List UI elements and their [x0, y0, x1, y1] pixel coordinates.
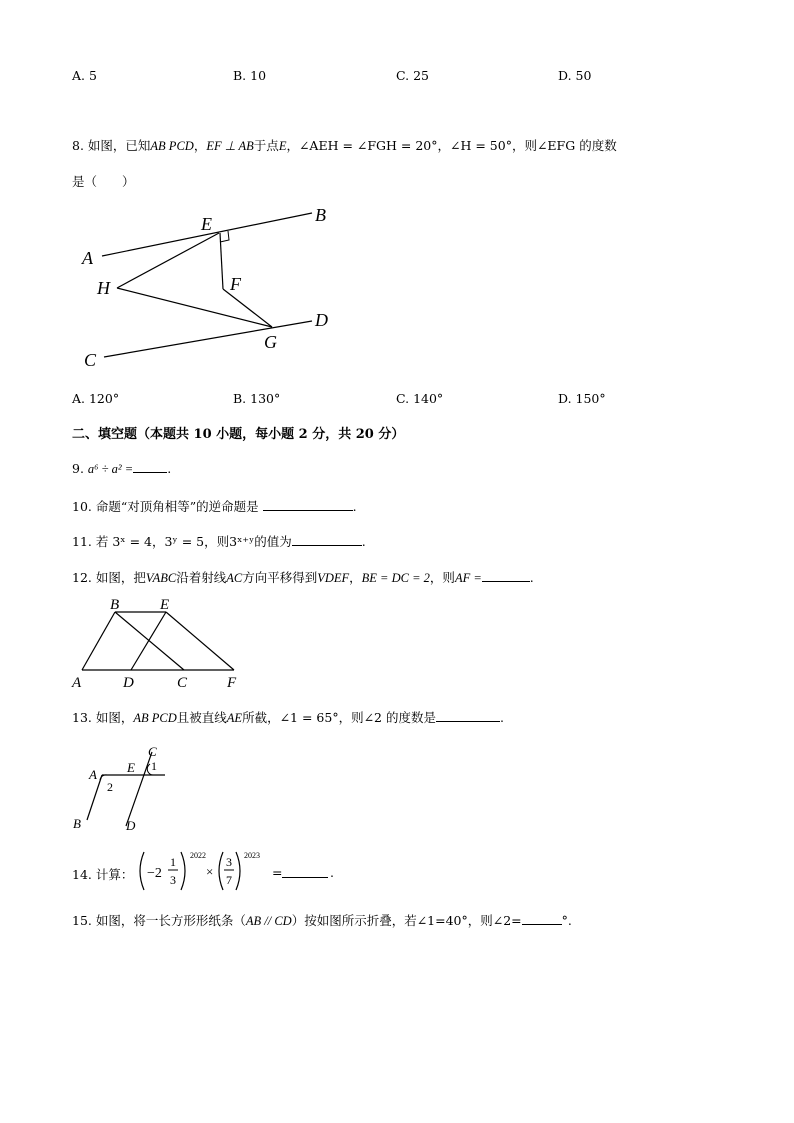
q13-text2: 且被直线 [176, 710, 227, 725]
q15-text1: 15. 如图，将一长方形形纸条（ [72, 913, 246, 928]
q14-end: . [330, 865, 334, 880]
q12-end: . [529, 570, 534, 585]
q12-label-a: A [72, 675, 82, 691]
q7-option-d: D. 50 [558, 68, 592, 83]
q14-text1: 14. 计算： [72, 867, 134, 882]
q12-seg-ab [82, 612, 115, 670]
q10-answer-blank[interactable] [263, 498, 353, 511]
q13-figure [70, 742, 180, 834]
q12-label-f: F [227, 675, 237, 691]
q15-text2: ）按如图所示折叠，若∠1=40°，则∠2= [291, 913, 522, 928]
q13-label-d: D [126, 818, 136, 833]
q14-eq: = [272, 865, 283, 880]
q8-option-b: B. 130° [233, 391, 281, 406]
q12-seg-de [131, 612, 166, 670]
q13-label-a: A [89, 767, 97, 782]
q8-seg-eh [117, 233, 219, 288]
q8-figure [72, 200, 342, 375]
q11-text1: 11. 若 [72, 534, 109, 549]
q14-lparen1 [140, 852, 144, 890]
q13-label-b: B [73, 816, 81, 831]
q11-eq1: 3ˣ = 4 [112, 534, 152, 549]
q11 [72, 532, 366, 550]
q11-sep: ， [151, 534, 165, 549]
q10-text: 10. 命题“对顶角相等”的逆命题是 [72, 499, 259, 514]
q14-minus: −2 [147, 866, 162, 881]
q10 [72, 497, 357, 515]
q8-option-d: D. 150° [558, 391, 606, 406]
q7-option-a: A. 5 [72, 68, 97, 83]
q13-label-e: E [127, 760, 135, 775]
q7-option-b: B. 10 [233, 68, 267, 83]
q11-eq2: 3ʸ = 5 [164, 534, 205, 549]
q14-den2: 7 [226, 873, 232, 887]
q12-label-c: C [177, 675, 188, 691]
q8-label-a: A [82, 248, 93, 268]
q12-tri1: VABC [145, 571, 177, 585]
q8-option-a: A. 120° [72, 391, 120, 406]
q12-sep: ， [349, 570, 362, 585]
q8-line-cd [104, 321, 312, 357]
q15-end: °. [561, 913, 572, 928]
q13-end: . [499, 710, 504, 725]
q7-option-c: C. 25 [396, 68, 429, 83]
q12-eq: BE = DC = 2 [361, 571, 430, 585]
q13-ae: AE [226, 711, 243, 725]
q9 [72, 460, 171, 477]
q13-text1: 13. 如图， [72, 710, 134, 725]
q8-text2: 于点 [253, 138, 279, 153]
q15 [72, 911, 572, 929]
q12-text3: 方向平移得到 [242, 570, 318, 585]
q8-text3: ，∠AEH = ∠FGH = 20°，∠H = 50°，则∠EFG 的度数 [286, 138, 617, 153]
q13-label-c: C [148, 744, 157, 759]
q14-expression [136, 848, 276, 894]
q12-tri2: VDEF [317, 571, 350, 585]
q11-end: . [361, 534, 366, 549]
q11-eq3: 3ˣ⁺ʸ [229, 534, 255, 549]
q8-point-e: E [278, 139, 287, 153]
q12-seg-ef [166, 612, 234, 670]
q13-ab-cd: AB PCD [133, 711, 177, 725]
q14-exp2: 2023 [244, 851, 260, 860]
q8-label-e: E [201, 214, 212, 234]
q9-expr: a⁶ ÷ a² = [87, 462, 134, 476]
q8-text1: 8. 如图，已知 [72, 138, 151, 153]
q13-label-1: 1 [151, 759, 157, 773]
q12-figure [70, 594, 250, 692]
q8-label-c: C [84, 350, 97, 370]
q8-label-b: B [315, 205, 326, 225]
q9-answer-blank[interactable] [133, 460, 167, 473]
q14-den1: 3 [170, 873, 176, 887]
q8-seg-hg [117, 288, 272, 327]
q12-af: AF = [454, 571, 482, 585]
q14-times: × [206, 864, 214, 879]
q8-option-c: C. 140° [396, 391, 444, 406]
q8-stem-line2: 是（ ） [72, 174, 135, 189]
q12 [72, 568, 534, 586]
q12-seg-bc [115, 612, 184, 670]
q8-stem [72, 136, 617, 154]
q12-label-d: D [123, 675, 134, 691]
q8-right-angle-mark [220, 231, 229, 242]
q14-lparen2 [219, 852, 223, 890]
q8-label-f: F [230, 274, 241, 294]
q12-label-e: E [160, 597, 170, 613]
q13-answer-blank[interactable] [436, 709, 500, 722]
section2-title: 二、填空题（本题共 10 小题，每小题 2 分，共 20 分） [72, 427, 405, 442]
q13-label-2: 2 [107, 780, 113, 794]
q8-label-g: G [264, 332, 277, 352]
q8-perp: EF ⊥ AB [206, 139, 254, 153]
q12-text1: 12. 如图，把 [72, 570, 146, 585]
q12-label-b: B [110, 597, 120, 613]
q15-answer-blank[interactable] [522, 912, 562, 925]
q8-label-h: H [97, 278, 110, 298]
q8-ab-cd: AB PCD [150, 139, 194, 153]
q8-sep: ， [193, 138, 207, 153]
q11-text2: ，则 [204, 534, 230, 549]
q12-text4: ，则 [429, 570, 455, 585]
q12-ac: AC [226, 571, 243, 585]
q14-rparen2 [236, 852, 240, 890]
q11-answer-blank[interactable] [292, 533, 362, 546]
q14-num1: 1 [170, 855, 176, 869]
q15-ab-cd: AB // CD [245, 914, 292, 928]
q10-end: . [352, 499, 357, 514]
q14-answer-blank[interactable] [282, 865, 328, 878]
q13 [72, 708, 504, 726]
q14-num2: 3 [226, 855, 232, 869]
q8-label-d: D [315, 310, 328, 330]
q13-text3: 所截，∠1 = 65°，则∠2 的度数是 [242, 710, 436, 725]
q11-text3: 的值为 [254, 534, 292, 549]
q14-rparen1 [181, 852, 185, 890]
q14-exp1: 2022 [190, 851, 206, 860]
q9-num: 9. [72, 461, 84, 476]
q12-text2: 沿着射线 [176, 570, 227, 585]
q12-answer-blank[interactable] [482, 569, 530, 582]
q9-end: . [167, 461, 172, 476]
